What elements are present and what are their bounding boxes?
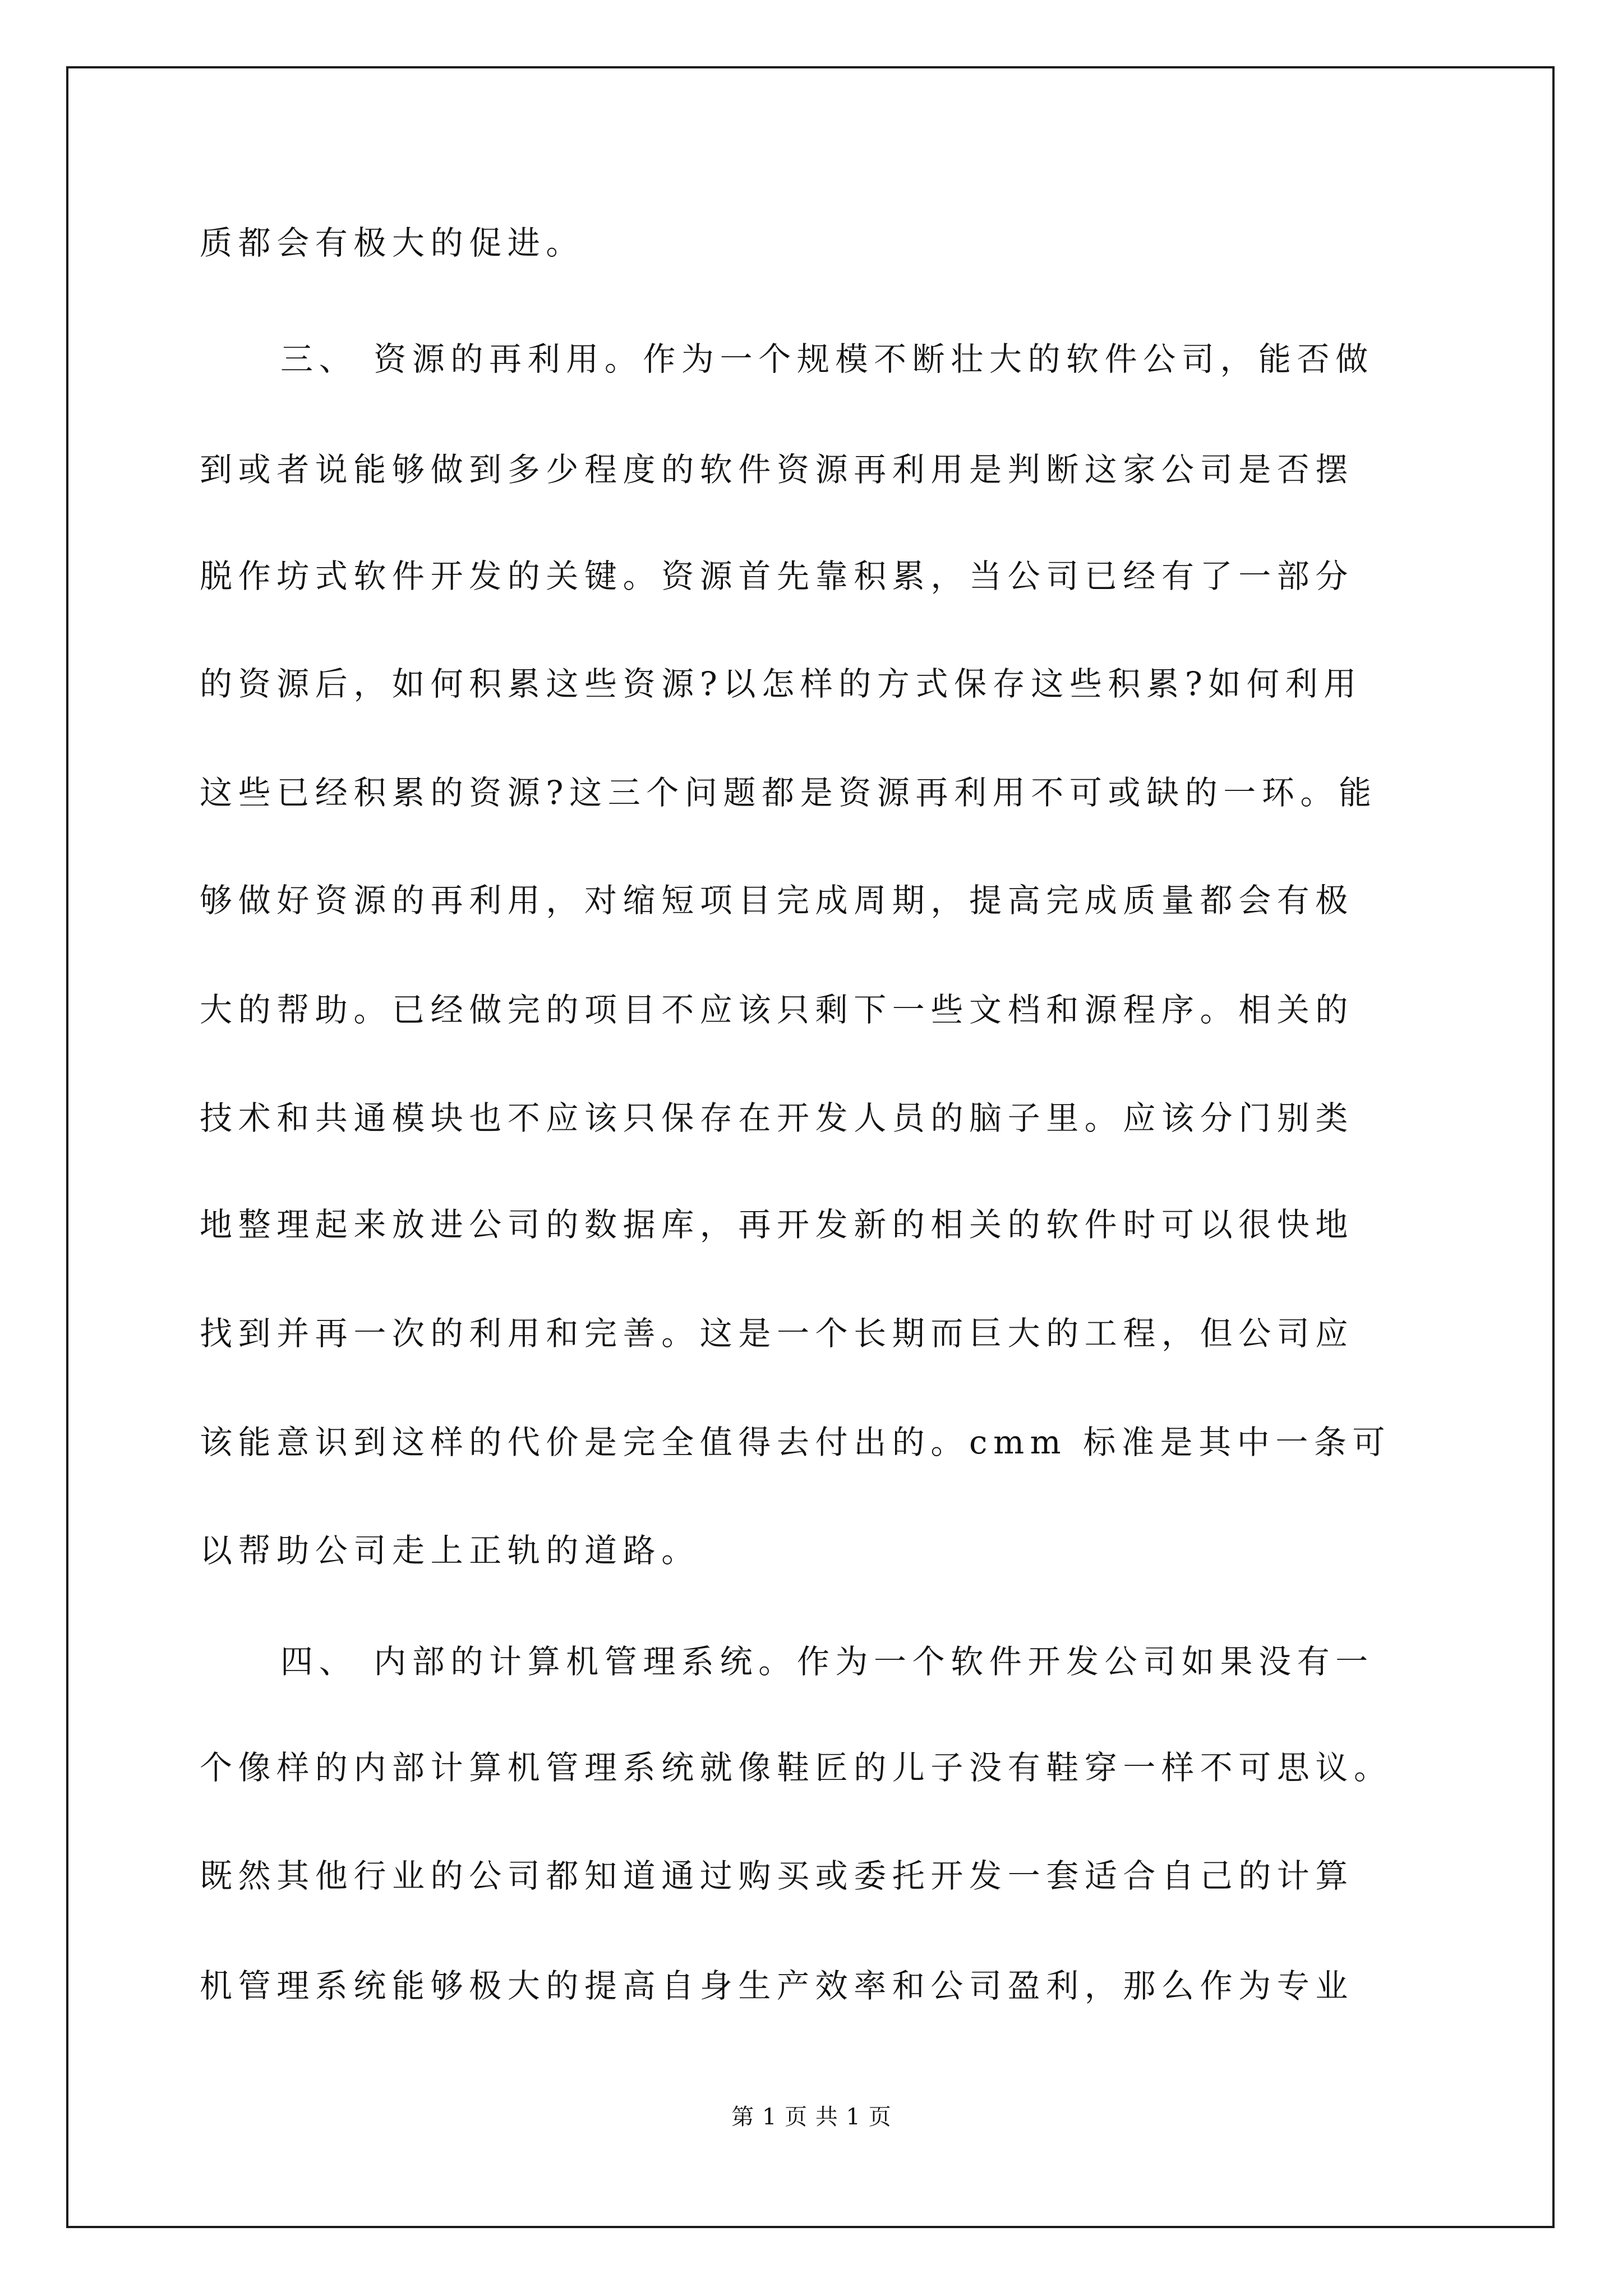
text-line: 脱作坊式软件开发的关键。资源首先靠积累，当公司已经有了一部分 (200, 557, 1354, 595)
text-line: 找到并再一次的利用和完善。这是一个长期而巨大的工程，但公司应 (200, 1314, 1354, 1352)
text-line: 以帮助公司走上正轨的道路。 (200, 1531, 700, 1570)
text-line: 既然其他行业的公司都知道通过购买或委托开发一套适合自己的计算 (200, 1857, 1354, 1895)
text-line: 技术和共通模块也不应该只保存在开发人员的脑子里。应该分门别类 (200, 1099, 1354, 1137)
text-line: 质都会有极大的促进。 (200, 224, 585, 262)
text-line: 的资源后，如何积累这些资源?以怎样的方式保存这些积累?如何利用 (200, 665, 1362, 703)
text-line: 这些已经积累的资源?这三个问题都是资源再利用不可或缺的一环。能 (200, 774, 1377, 812)
text-line: 够做好资源的再利用，对缩短项目完成周期，提高完成质量都会有极 (200, 881, 1354, 919)
text-line: 大的帮助。已经做完的项目不应该只剩下一些文档和源程序。相关的 (200, 991, 1354, 1029)
text-line: 机管理系统能够极大的提高自身生产效率和公司盈利，那么作为专业 (200, 1967, 1354, 2005)
text-line: 到或者说能够做到多少程度的软件资源再利用是判断这家公司是否摆 (200, 450, 1354, 489)
page-footer: 第 1 页 共 1 页 (731, 2104, 892, 2130)
text-line: 地整理起来放进公司的数据库，再开发新的相关的软件时可以很快地 (200, 1205, 1354, 1244)
page-border (66, 66, 1555, 2228)
text-line: 三、 资源的再利用。作为一个规模不断壮大的软件公司，能否做 (280, 340, 1374, 378)
text-line: 个像样的内部计算机管理系统就像鞋匠的儿子没有鞋穿一样不可思议。 (200, 1749, 1393, 1787)
text-line: 该能意识到这样的代价是完全值得去付出的。cmm 标准是其中一条可 (200, 1423, 1391, 1461)
text-line: 四、 内部的计算机管理系统。作为一个软件开发公司如果没有一 (280, 1642, 1374, 1681)
